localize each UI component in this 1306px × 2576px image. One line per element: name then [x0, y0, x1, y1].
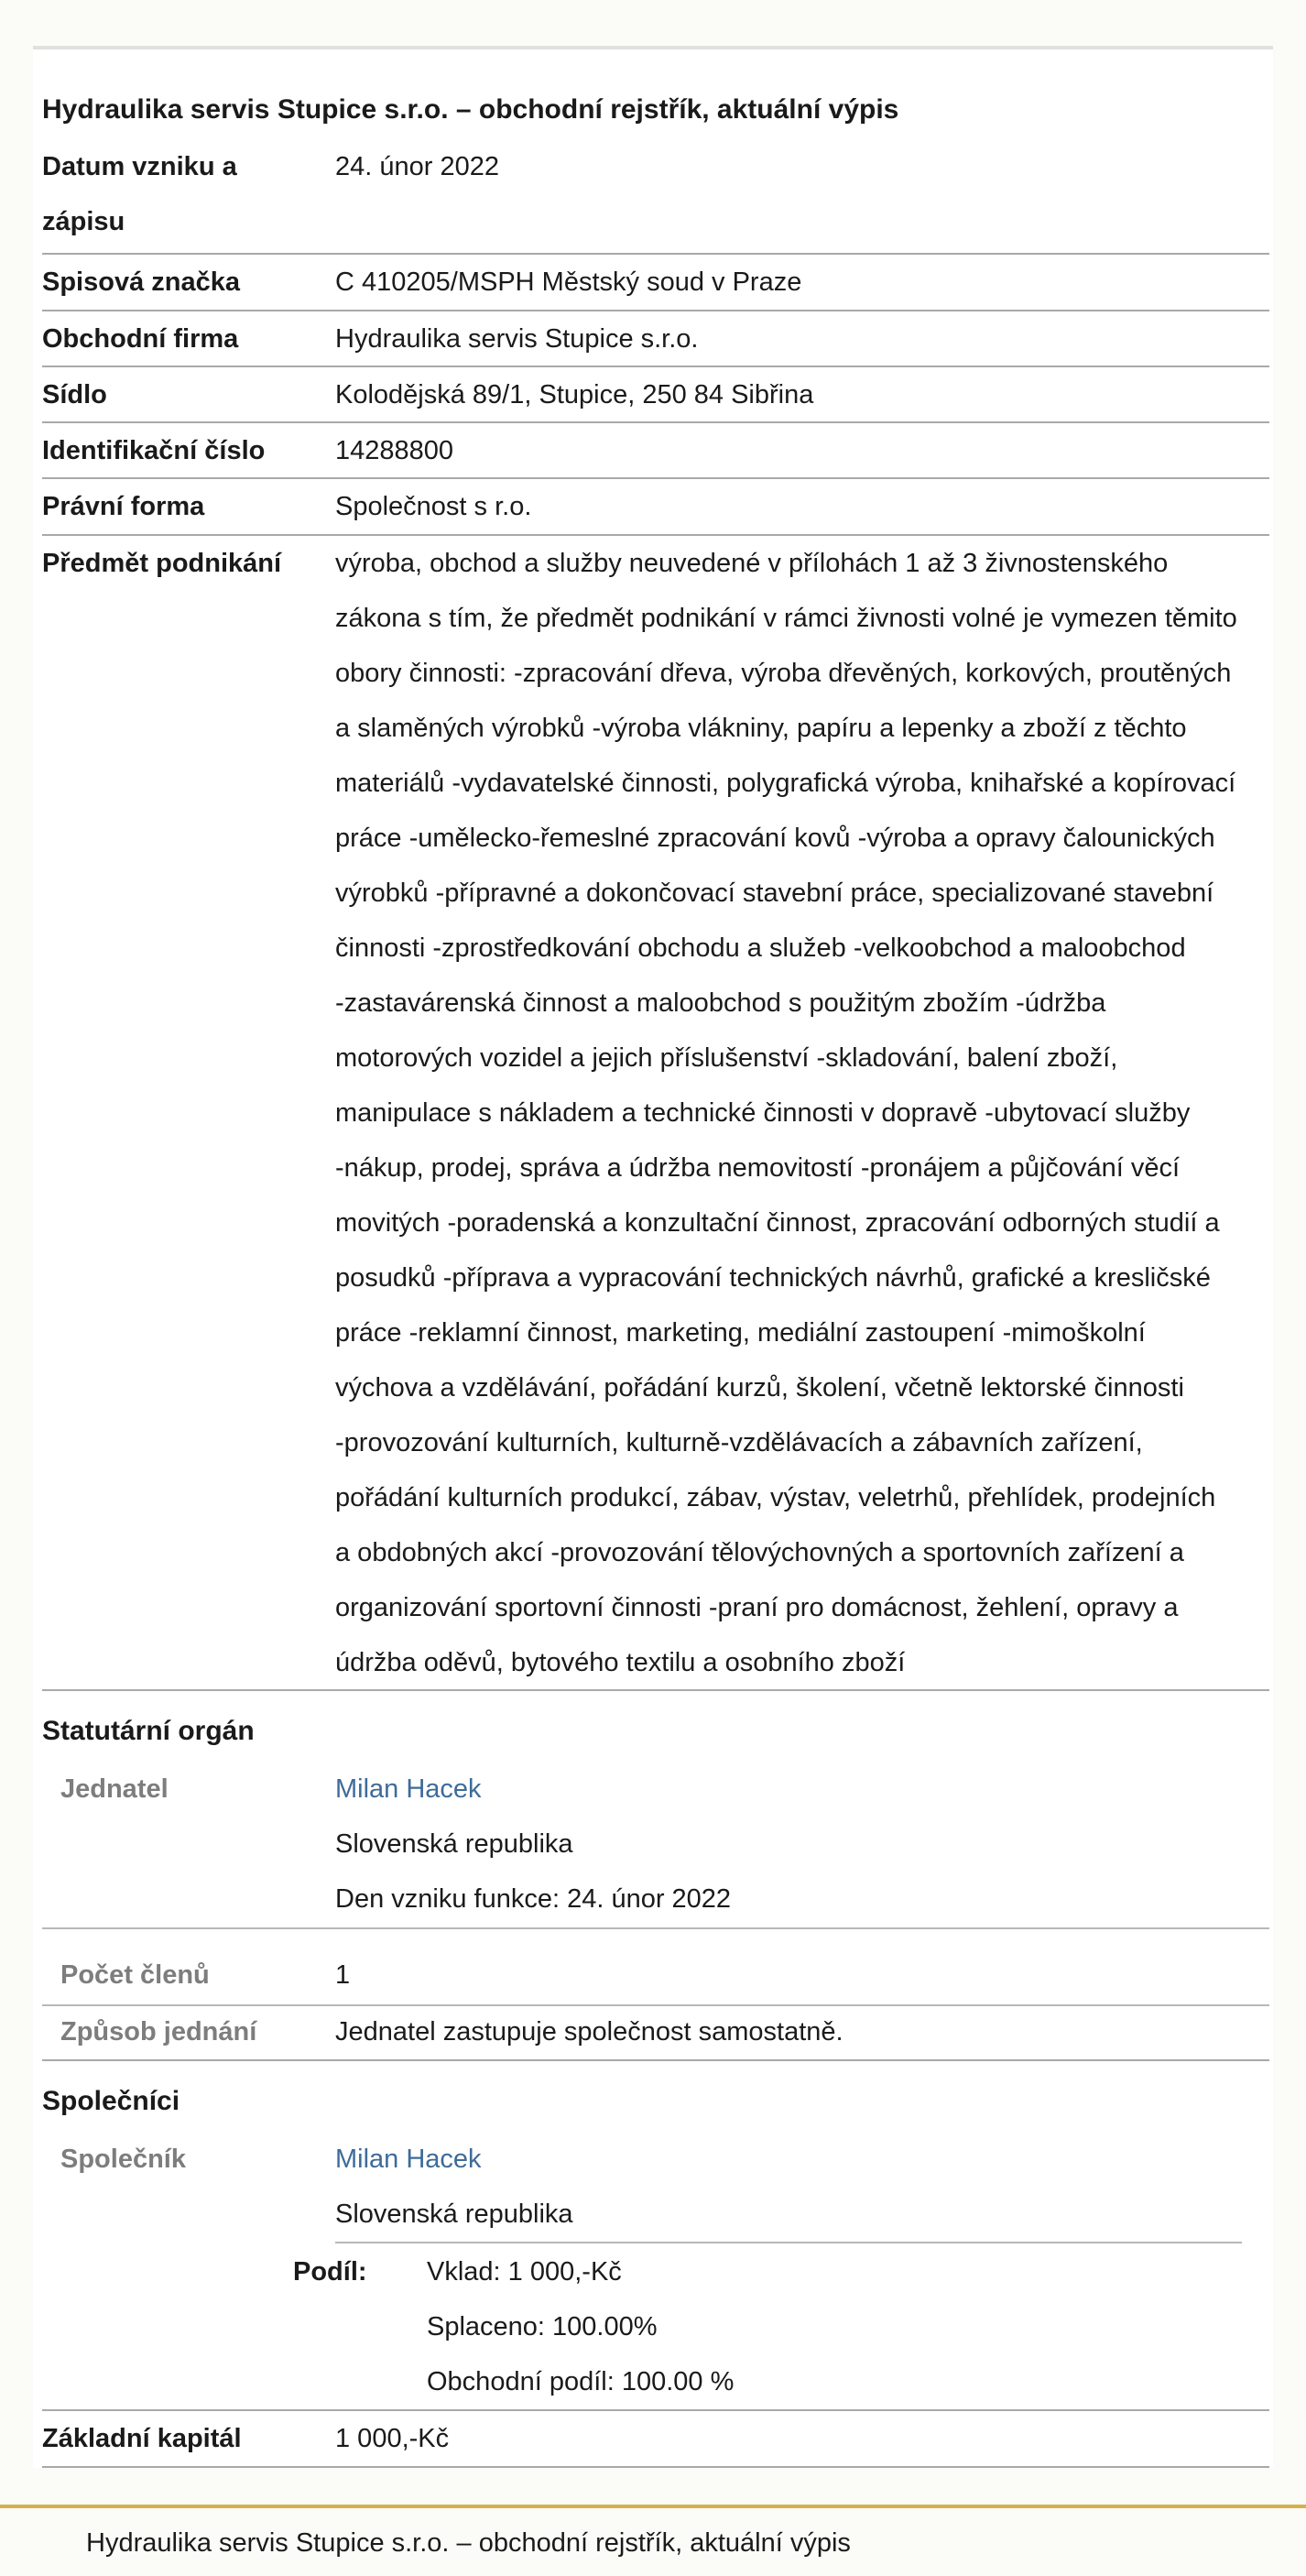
predmet-line: pořádání kulturních produkcí, zábav, výstav, veletrhů, přehlídek, prodejních: [335, 1483, 1216, 1512]
label-obchodni-firma: Obchodní firma: [42, 324, 239, 354]
link-spolecnik-name[interactable]: Milan Hacek: [335, 2145, 482, 2174]
section-statutarni-organ: Statutární orgán: [42, 1716, 255, 1746]
predmet-line: práce -umělecko-řemeslné zpracování kovů -výroba a opravy čalounických: [335, 824, 1215, 853]
predmet-line: motorových vozidel a jejich příslušenství -skladování, balení zboží,: [335, 1043, 1118, 1073]
value-pocet-clenu: 1: [335, 1960, 351, 1990]
predmet-line: výroba, obchod a služby neuvedené v přílohách 1 až 3 živnostenského: [335, 549, 1169, 578]
predmet-line: organizování sportovní činnosti -praní pro domácnost, žehlení, opravy a: [335, 1593, 1179, 1622]
predmet-line: a slaměných výrobků -výroba vlákniny, papíru a lepenky a zboží z těchto: [335, 714, 1187, 743]
predmet-line: činnosti -zprostředkování obchodu a služeb -velkoobchod a maloobchod: [335, 933, 1186, 963]
predmet-line: zákona s tím, že předmět podnikání v rámci živnosti volné je vymezen těmito: [335, 604, 1237, 633]
value-spolecnik: [335, 2132, 1269, 2242]
label-datum-vzniku-line2: zápisu: [42, 207, 125, 236]
value-sidlo: Kolodějská 89/1, Stupice, 250 84 Sibřina: [335, 380, 814, 409]
value-splaceno: Splaceno: 100.00%: [427, 2312, 658, 2341]
predmet-line: údržba oděvů, bytového textilu a osobního zboží: [335, 1648, 906, 1677]
value-zpusob-jednani: Jednatel zastupuje společnost samostatně.: [335, 2017, 843, 2047]
label-zpusob-jednani: Způsob jednání: [60, 2017, 257, 2047]
page-footer: [0, 2505, 1306, 2576]
predmet-line: obory činnosti: -zpracování dřeva, výroba dřevěných, korkových, proutěných: [335, 659, 1232, 688]
label-datum-vzniku-line1: Datum vzniku a: [42, 152, 237, 181]
predmet-line: manipulace s nákladem a technické činnosti v dopravě -ubytovací služby: [335, 1098, 1191, 1128]
predmet-line: materiálů -vydavatelské činnosti, polygrafická výroba, knihařské a kopírovací: [335, 769, 1236, 798]
label-zakladni-kapital: Základní kapitál: [42, 2424, 242, 2453]
value-zakladni-kapital: 1 000,-Kč: [335, 2424, 450, 2453]
divider: [42, 2059, 1269, 2061]
label-jednatel: Jednatel: [60, 1774, 169, 1804]
divider: [42, 1927, 1269, 1929]
predmet-line: posudků -příprava a vypracování technických návrhů, grafické a kresličské: [335, 1263, 1211, 1293]
label-spisova-znacka: Spisová značka: [42, 267, 240, 297]
label-pravni-forma: Právní forma: [42, 492, 205, 521]
predmet-line: -nákup, prodej, správa a údržba nemovitostí -pronájem a půjčování věcí: [335, 1153, 1181, 1183]
label-spolecnik: Společník: [60, 2145, 186, 2174]
predmet-line: movitých -poradenská a konzultační činnost, zpracování odborných studií a: [335, 1208, 1220, 1238]
label-predmet-podnikani: Předmět podnikání: [42, 549, 282, 578]
spolecnik-country: Slovenská republika: [335, 2199, 573, 2229]
predmet-line: práce -reklamní činnost, marketing, mediální zastoupení -mimoškolní: [335, 1318, 1146, 1348]
value-pravni-forma: Společnost s r.o.: [335, 492, 532, 521]
label-pocet-clenu: Počet členů: [60, 1960, 210, 1990]
label-datum-vzniku: [42, 139, 326, 249]
label-sidlo: Sídlo: [42, 380, 107, 409]
footer-text: Hydraulika servis Stupice s.r.o. – obchodní rejstřík, aktuální výpis: [86, 2528, 851, 2558]
value-obchodni-podil: Obchodní podíl: 100.00 %: [427, 2367, 735, 2396]
jednatel-country: Slovenská republika: [335, 1829, 573, 1859]
value-obchodni-firma: Hydraulika servis Stupice s.r.o.: [335, 324, 699, 354]
divider: [335, 2242, 1242, 2243]
predmet-line: -zastavárenská činnost a maloobchod s použitým zbožím -údržba: [335, 988, 1106, 1018]
predmet-line: výrobků -přípravné a dokončovací stavební práce, specializované stavební: [335, 879, 1214, 908]
predmet-line: výchova a vzdělávání, pořádání kurzů, školení, včetně lektorské činnosti: [335, 1373, 1184, 1403]
value-datum-vzniku: 24. únor 2022: [335, 152, 499, 181]
jednatel-since: Den vzniku funkce: 24. únor 2022: [335, 1884, 732, 1914]
page-title: Hydraulika servis Stupice s.r.o. – obchodní rejstřík, aktuální výpis: [42, 94, 899, 125]
predmet-line: a obdobných akcí -provozování tělovýchovných a sportovních zařízení a: [335, 1538, 1184, 1567]
label-podil: Podíl:: [293, 2257, 367, 2287]
value-predmet-podnikani: [335, 536, 1269, 1690]
link-jednatel-name[interactable]: Milan Hacek: [335, 1774, 482, 1804]
value-spisova-znacka: C 410205/MSPH Městský soud v Praze: [335, 267, 802, 297]
value-vklad: Vklad: 1 000,-Kč: [427, 2257, 622, 2287]
divider: [42, 2466, 1269, 2468]
divider: [42, 1689, 1269, 1691]
label-ico: Identifikační číslo: [42, 436, 266, 465]
value-jednatel: [335, 1762, 1269, 1927]
section-spolecnici: Společníci: [42, 2086, 180, 2116]
predmet-line: -provozování kulturních, kulturně-vzdělávacích a zábavních zařízení,: [335, 1428, 1143, 1457]
value-ico: 14288800: [335, 436, 454, 465]
